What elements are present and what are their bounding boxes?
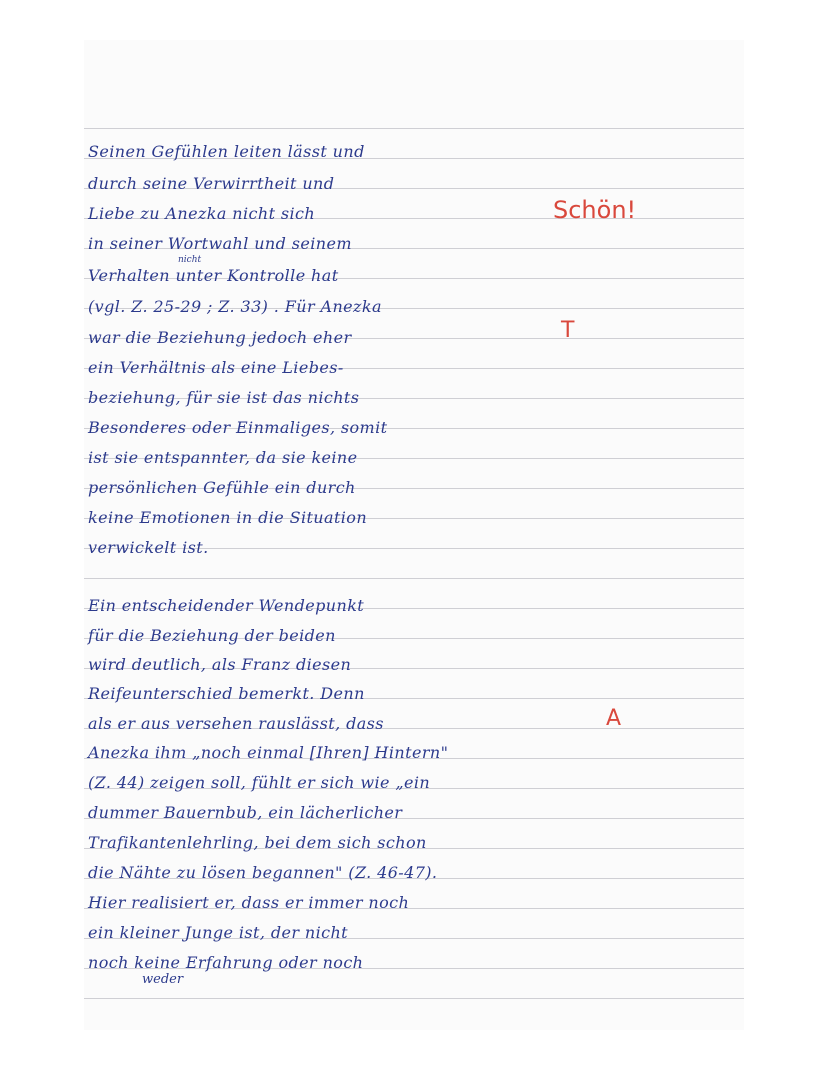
text-line: Trafikantenlehrling, bei dem sich schon [88, 833, 427, 852]
ruling-line [84, 998, 744, 999]
text-line: ist sie entspannter, da sie keine [88, 448, 358, 467]
text-line: durch seine Verwirrtheit und [88, 174, 335, 193]
teacher-mark-t: T [561, 318, 575, 343]
text-line: Verhalten unter Kontrolle hat [88, 266, 339, 285]
text-line: Hier realisiert er, dass er immer noch [88, 893, 410, 912]
text-line: beziehung, für sie ist das nichts [88, 388, 360, 407]
text-line: ein kleiner Junge ist, der nicht [88, 923, 348, 942]
text-line: Ein entscheidender Wendepunkt [88, 596, 365, 615]
text-line: Reifeunterschied bemerkt. Denn [88, 684, 365, 703]
text-line: Anezka ihm „noch einmal [Ihren] Hintern" [88, 743, 449, 762]
text-line: wird deutlich, als Franz diesen [88, 655, 352, 674]
text-line: als er aus versehen rauslässt, dass [88, 714, 384, 733]
text-line: (vgl. Z. 25-29 ; Z. 33) . Für Anezka [88, 297, 382, 316]
text-line: die Nähte zu lösen begannen" (Z. 46-47). [88, 863, 438, 882]
text-line: verwickelt ist. [88, 538, 209, 557]
insertion-weder: weder [142, 972, 184, 987]
text-line: war die Beziehung jedoch eher [88, 328, 352, 347]
teacher-praise: Schön! [553, 196, 637, 224]
text-line: Liebe zu Anezka nicht sich [88, 204, 316, 223]
text-line: Besonderes oder Einmaliges, somit [88, 418, 388, 437]
ruling-line [84, 128, 744, 129]
text-line: in seiner Wortwahl und seinem [88, 234, 352, 253]
text-line: keine Emotionen in die Situation [88, 508, 368, 527]
text-line: dummer Bauernbub, ein lächerlicher [88, 803, 403, 822]
text-line: persönlichen Gefühle ein durch [88, 478, 356, 497]
text-line: (Z. 44) zeigen soll, fühlt er sich wie „ein [88, 773, 431, 792]
insertion-nicht: nicht [178, 255, 202, 265]
ruling-line [84, 578, 744, 579]
text-line: ein Verhältnis als eine Liebes- [88, 358, 344, 377]
text-line: Seinen Gefühlen leiten lässt und [88, 142, 365, 161]
text-line: noch keine Erfahrung oder noch [88, 953, 364, 972]
text-line: für die Beziehung der beiden [88, 626, 336, 645]
teacher-mark-a: A [606, 706, 622, 731]
